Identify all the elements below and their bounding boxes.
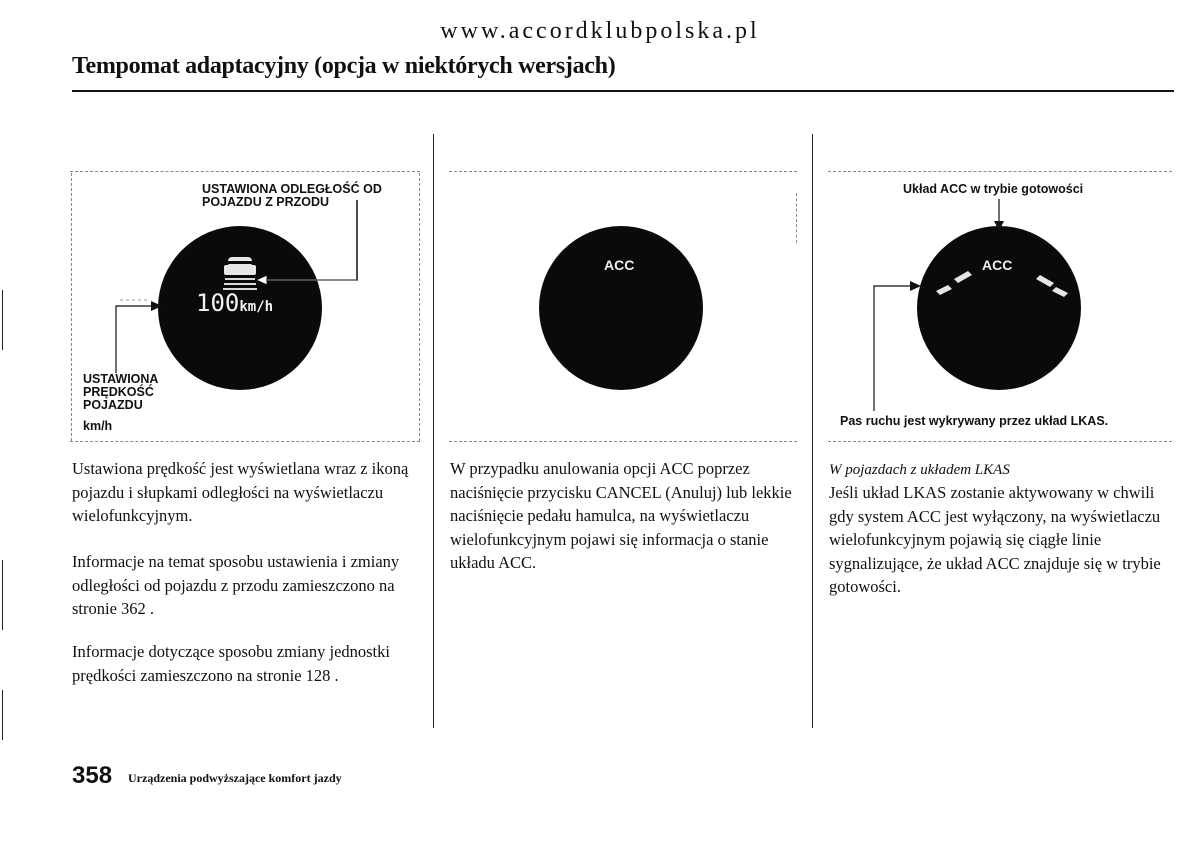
vehicle-icon — [224, 257, 256, 275]
label-acc-standby: Układ ACC w trybie gotowości — [903, 182, 1084, 196]
display-circle — [539, 226, 703, 390]
label-set-distance: USTAWIONA ODLEGŁOŚĆ OD POJAZDU Z PRZODU — [202, 182, 382, 209]
site-watermark: www.accordklubpolska.pl — [440, 18, 760, 44]
col3-heading: W pojazdach z układem LKAS — [829, 462, 1010, 478]
col3-paragraph-1: Jeśli układ LKAS zostanie aktywowany w chwili gdy system ACC jest wyłączony, na wyświetlaczu wielofunkcyjnym pojawią się ciągłe linie sygnalizujące, że układ ACC znajduje się w trybie gotowości. — [829, 483, 1161, 596]
page-edge-mark — [2, 560, 3, 630]
col1-paragraph-1: Ustawiona prędkość jest wyświetlana wraz z ikoną pojazdu i słupkami odległości na wyświetlaczu wielofunkcyjnym. — [72, 459, 409, 525]
column-divider — [812, 134, 813, 728]
footer-section: Urządzenia podwyższające komfort jazdy — [128, 771, 342, 785]
speed-value: 100 — [196, 289, 240, 317]
page-number: 358 — [72, 762, 113, 789]
col1-paragraph-2: Informacje na temat sposobu ustawienia i zmiany odległości od pojazdu z przodu zamieszczono na stronie 362 . — [72, 552, 400, 618]
page-title: Tempomat adaptacyjny (opcja w niektórych wersjach) — [72, 53, 616, 79]
col2-paragraph-1: W przypadku anulowania opcji ACC poprzez naciśnięcie przycisku CANCEL (Anuluj) lub lekkie naciśnięcie pedału hamulca, na wyświetlaczu wielofunkcyjnym pojawi się informacja o stanie układu ACC. — [450, 459, 792, 572]
speed-readout — [196, 289, 273, 317]
speed-unit: km/h — [239, 299, 274, 315]
label-lane-detected: Pas ruchu jest wykrywany przez układ LKAS. — [840, 414, 1109, 428]
display-diagram — [449, 163, 799, 445]
acc-indicator: ACC — [604, 257, 635, 273]
display-circle — [917, 226, 1081, 390]
label-unit: km/h — [83, 419, 113, 433]
figure-acc-cancel — [449, 163, 799, 445]
label-set-speed: USTAWIONA PRĘDKOŚĆ POJAZDU — [83, 372, 158, 412]
page-edge-mark — [2, 290, 3, 350]
column-divider — [433, 134, 434, 728]
col1-paragraph-3: Informacje dotyczące sposobu zmiany jednostki prędkości zamieszczono na stronie 128 . — [72, 642, 390, 685]
figure-speed-distance — [70, 163, 422, 445]
display-diagram — [828, 163, 1174, 445]
page-edge-mark — [2, 690, 3, 740]
title-rule — [72, 90, 1174, 92]
figure-acc-standby — [828, 163, 1174, 445]
acc-indicator: ACC — [982, 257, 1013, 273]
